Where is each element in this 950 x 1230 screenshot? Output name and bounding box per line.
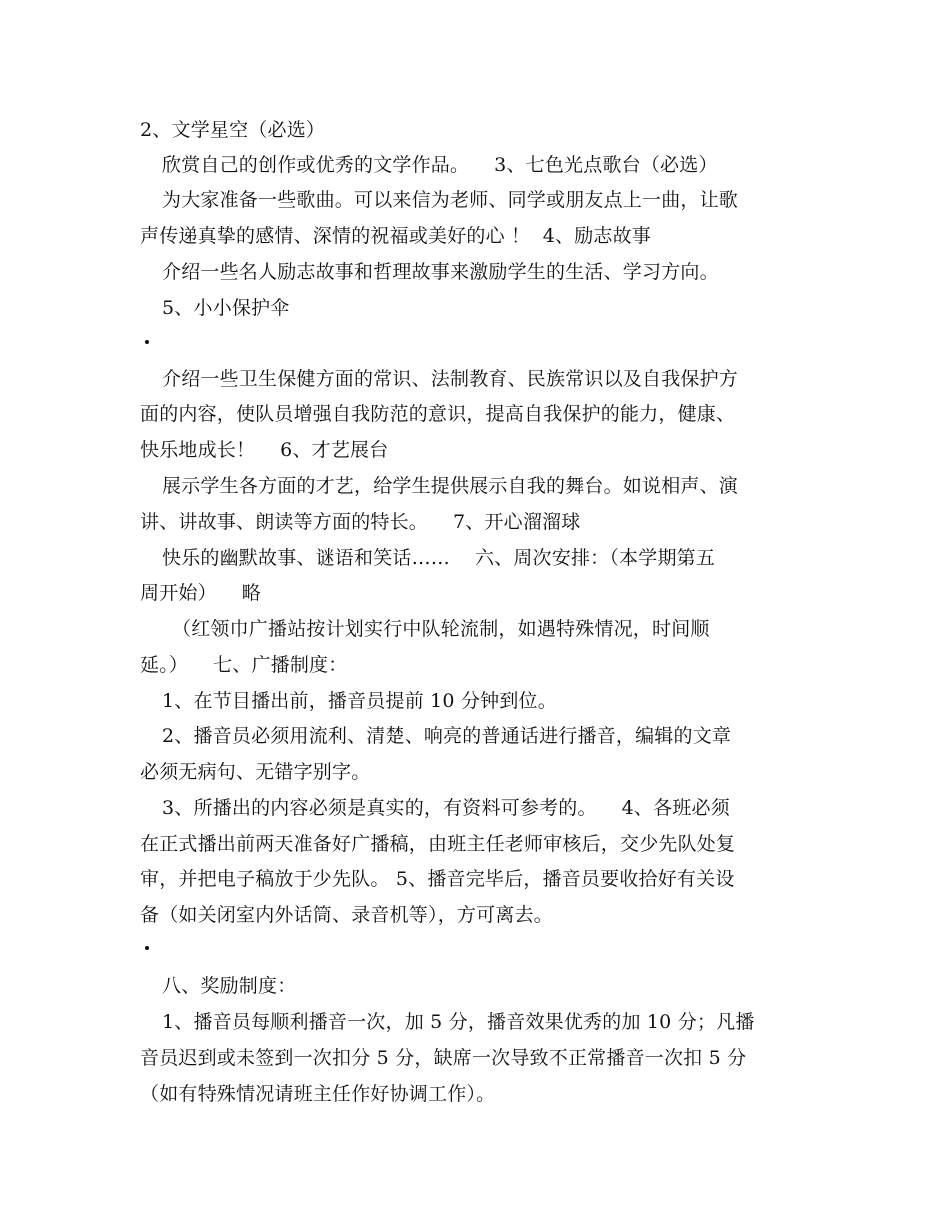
text-line: 音员迟到或未签到一次扣分 5 分，缺席一次导致不正常播音一次扣 5 分 [140, 1047, 747, 1069]
text-line: 延。） 七、广播制度： [140, 654, 348, 676]
text-line: 2、文学星空（必选） [140, 119, 326, 141]
text-line: 3、所播出的内容必须是真实的，有资料可参考的。 4、各班必须 [162, 797, 730, 819]
text-line: 必须无病句、无错字别字。 [140, 761, 371, 783]
text-line: 1、在节目播出前，播音员提前 10 分钟到位。 [162, 690, 557, 712]
text-line: （红领巾广播站按计划实行中队轮流制，如遇特殊情况，时间顺 [172, 618, 710, 640]
text-line: 备（如关闭室内外话筒、录音机等），方可离去。 [140, 904, 553, 926]
text-line: 快乐的幽默故事、谜语和笑话…… 六、周次安排：（本学期第五 [162, 547, 716, 569]
bullet-dot [143, 338, 151, 346]
text-line: 面的内容，使队员增强自我防范的意识，提高自我保护的能力，健康、 [140, 403, 736, 425]
text-line: 1、播音员每顺利播音一次，加 5 分，播音效果优秀的加 10 分；凡播 [162, 1011, 755, 1033]
bullet-dot [143, 944, 151, 952]
text-line: 介绍一些名人励志故事和哲理故事来激励学生的生活、学习方向。 [162, 261, 719, 283]
text-line: （如有特殊情况请班主任作好协调工作）。 [140, 1083, 496, 1105]
text-line: 展示学生各方面的才艺，给学生提供展示自我的舞台。如说相声、演 [162, 475, 739, 497]
text-line: 为大家准备一些歌曲。可以来信为老师、同学或朋友点上一曲，让歌 [162, 189, 739, 211]
text-line: 八、奖励制度： [162, 975, 297, 997]
text-line: 审，并把电子稿放于少先队。 5、播音完毕后，播音员要收拾好有关设 [140, 868, 735, 890]
text-line: 欣赏自己的创作或优秀的文学作品。 3、七色光点歌台（必选） [162, 154, 718, 176]
text-line: 声传递真挚的感情、深情的祝福或美好的心 ！ 4、励志故事 [140, 225, 652, 247]
text-line: 周开始） 略 [140, 582, 261, 604]
text-line: 介绍一些卫生保健方面的常识、法制教育、民族常识以及自我保护方 [162, 368, 739, 390]
text-line: 5、小小保护伞 [162, 297, 290, 319]
text-line: 讲、讲故事、朗读等方面的特长。 7、开心溜溜球 [140, 511, 581, 533]
text-line: 快乐地成长！ 6、才艺展台 [140, 439, 389, 461]
text-line: 在正式播出前两天准备好广播稿，由班主任老师审核后，交少先队处复 [140, 833, 736, 855]
text-line: 2、播音员必须用流利、清楚、响亮的普通话进行播音，编辑的文章 [162, 725, 732, 747]
